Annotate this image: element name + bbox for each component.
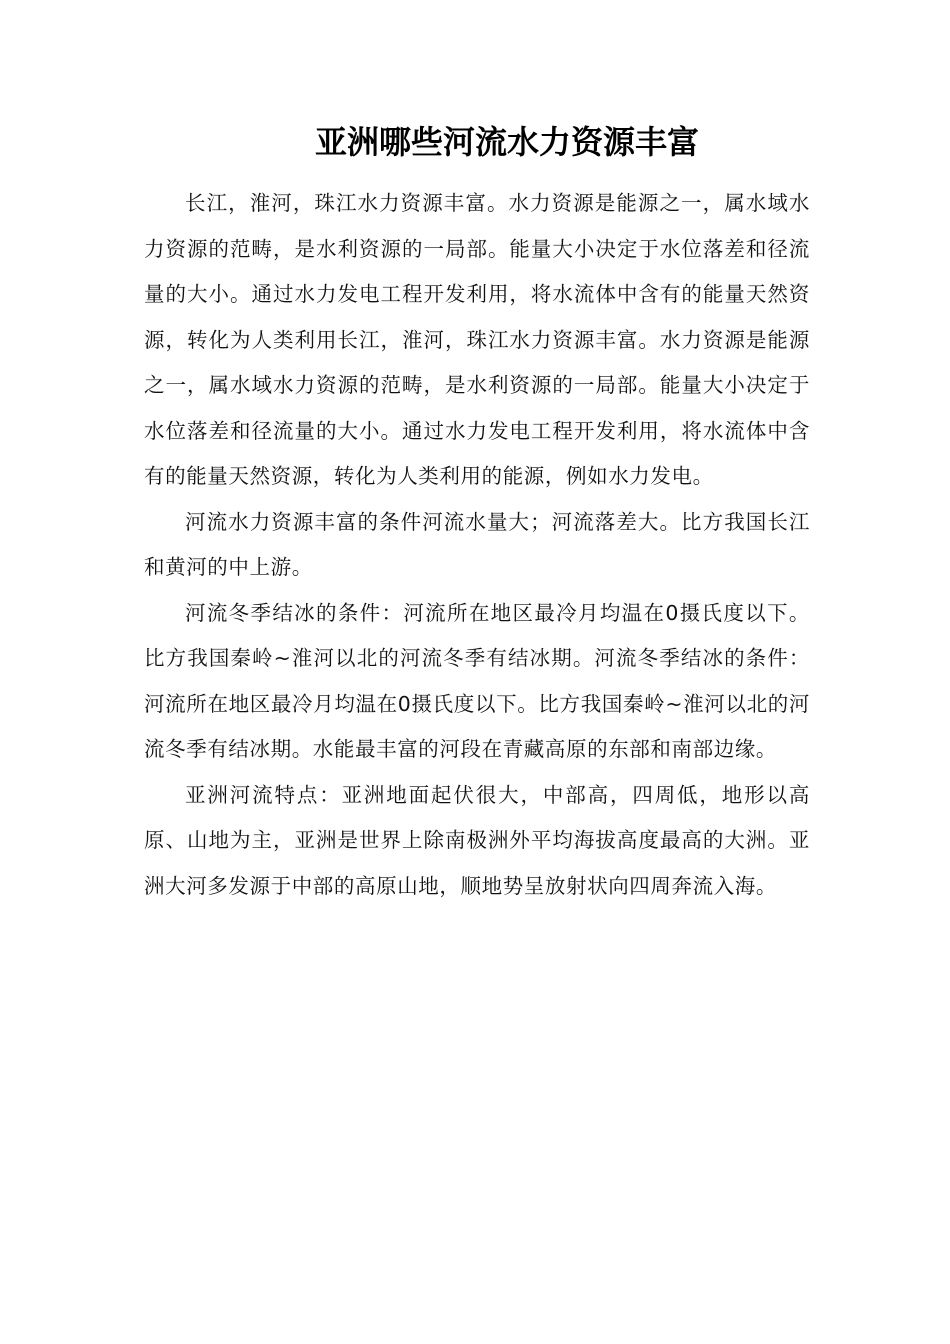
paragraph-asian-rivers: 亚洲河流特点：亚洲地面起伏很大，中部高，四周低，地形以高原、山地为主，亚洲是世界上除南极洲外平均海拔高度最高的大洲。亚洲大河多发源于中部的高原山地，顺地势呈放射状向四周奔流入海。 [144, 782, 810, 898]
paragraph-river-freezing: 河流冬季结冰的条件：河流所在地区最冷月均温在0摄氏度以下。比方我国秦岭~淮河以北的河流冬季有结冰期。河流冬季结冰的条件：河流所在地区最冷月均温在0摄氏度以下。比方我国秦岭~淮河以北的河流冬季有结冰期。水能最丰富的河段在青藏高原的东部和南部边缘。 [144, 600, 810, 761]
document-body [144, 181, 810, 909]
document-title: 亚洲哪些河流水力资源丰富 [314, 123, 699, 161]
paragraph-hydropower-resources: 长江，淮河，珠江水力资源丰富。水力资源是能源之一，属水域水力资源的范畴，是水利资源的一局部。能量大小决定于水位落差和径流量的大小。通过水力发电工程开发利用，将水流体中含有的能量天然资源，转化为人类利用长江，淮河，珠江水力资源丰富。水力资源是能源之一，属水域水力资源的范畴，是水利资源的一局部。能量大小决定于水位落差和径流量的大小。通过水力发电工程开发利用，将水流体中含有的能量天然资源，转化为人类利用的能源，例如水力发电。 [144, 191, 810, 488]
paragraph-hydropower-conditions: 河流水力资源丰富的条件河流水量大；河流落差大。比方我国长江和黄河的中上游。 [144, 509, 810, 579]
